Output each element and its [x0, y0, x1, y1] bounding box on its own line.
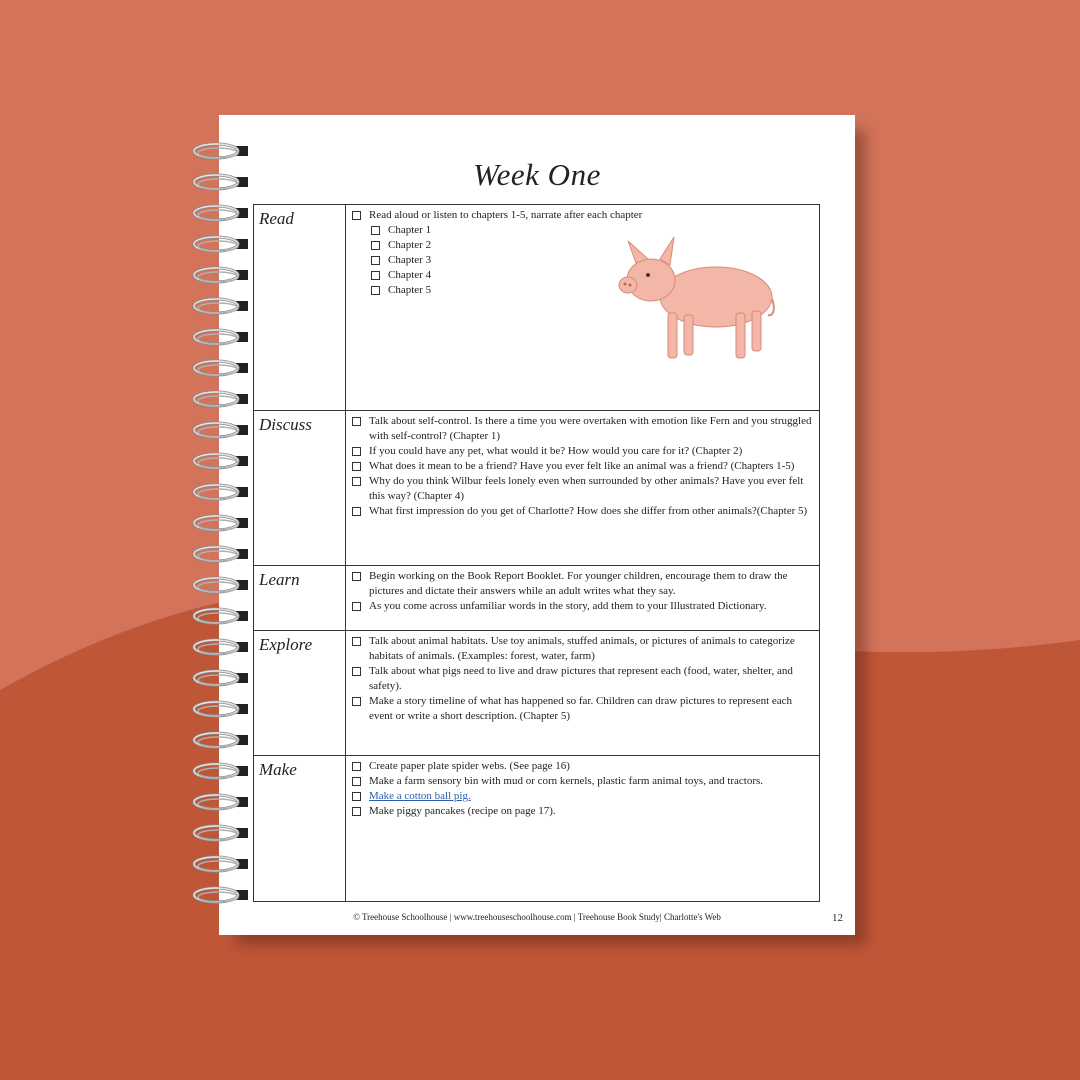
spiral-coil: [190, 698, 250, 720]
checkbox[interactable]: [352, 697, 361, 706]
row-explore: [254, 631, 820, 756]
checkbox[interactable]: [352, 602, 361, 611]
checkbox[interactable]: [352, 777, 361, 786]
label-learn: Learn: [254, 566, 346, 631]
spiral-coil: [190, 295, 250, 317]
chapter-item: Chapter 5: [369, 283, 815, 298]
discuss-item: If you could have any pet, what would it be? How would you care for it? (Chapter 2): [350, 444, 815, 459]
explore-item: Talk about animal habitats. Use toy animals, stuffed animals, or pictures of animals to categorize habitats of animals. (Examples: forest, water, farm): [350, 634, 815, 664]
checkbox[interactable]: [371, 256, 380, 265]
make-item: [350, 789, 815, 804]
spiral-coil: [190, 264, 250, 286]
spiral-coil: [190, 543, 250, 565]
checkbox[interactable]: [371, 226, 380, 235]
checkbox[interactable]: [352, 447, 361, 456]
chapter-item: Chapter 1: [369, 223, 815, 238]
row-discuss: [254, 411, 820, 566]
content-read: [346, 205, 820, 411]
content-make: [346, 756, 820, 902]
content-learn: [346, 566, 820, 631]
spiral-coil: [190, 202, 250, 224]
row-make: [254, 756, 820, 902]
explore-item: Make a story timeline of what has happened so far. Children can draw pictures to represent each event or write a short description. (Chapter 5): [350, 694, 815, 724]
content-discuss: [346, 411, 820, 566]
checkbox[interactable]: [352, 637, 361, 646]
spiral-coil: [190, 357, 250, 379]
page-title: Week One: [473, 157, 601, 192]
page-footer: © Treehouse Schoolhouse | www.treehouseschoolhouse.com | Treehouse Book Study| Charlotte's Web: [353, 912, 721, 922]
chapter-item: Chapter 4: [369, 268, 815, 283]
checkbox[interactable]: [352, 211, 361, 220]
row-read: [254, 205, 820, 411]
learn-item: Begin working on the Book Report Booklet. For younger children, encourage them to draw the pictures and dictate their answers while an adult writes what they say.: [350, 569, 815, 599]
content-explore: [346, 631, 820, 756]
pig-illustration: [616, 235, 781, 370]
spiral-coil: [190, 605, 250, 627]
chapter-item: Chapter 3: [369, 253, 815, 268]
spiral-coil: [190, 636, 250, 658]
explore-item: Talk about what pigs need to live and draw pictures that represent each (food, water, shelter, and safety).: [350, 664, 815, 694]
make-item: Make a farm sensory bin with mud or corn kernels, plastic farm animal toys, and tractors.: [350, 774, 815, 789]
chapter-item: Chapter 2: [369, 238, 815, 253]
spiral-coil: [190, 791, 250, 813]
spiral-coil: [190, 388, 250, 410]
spiral-coil: [190, 512, 250, 534]
checkbox[interactable]: [352, 572, 361, 581]
checkbox[interactable]: [352, 507, 361, 516]
spiral-coil: [190, 233, 250, 255]
label-read: Read: [254, 205, 346, 411]
spiral-coil: [190, 171, 250, 193]
label-make: Make: [254, 756, 346, 902]
spiral-coil: [190, 326, 250, 348]
discuss-item: What first impression do you get of Charlotte? How does she differ from other animals?(Chapter 5): [350, 504, 815, 519]
label-explore: Explore: [254, 631, 346, 756]
discuss-item: Talk about self-control. Is there a time you were overtaken with emotion like Fern and you struggled with self-control? (Chapter 1): [350, 414, 815, 444]
discuss-item: What does it mean to be a friend? Have you ever felt like an animal was a friend? (Chapters 1-5): [350, 459, 815, 474]
spiral-coil: [190, 884, 250, 906]
row-learn: [254, 566, 820, 631]
checkbox[interactable]: [352, 807, 361, 816]
page-number: 12: [832, 912, 843, 924]
checkbox[interactable]: [371, 241, 380, 250]
spiral-coil: [190, 481, 250, 503]
learn-item: As you come across unfamiliar words in the story, add them to your Illustrated Dictionary.: [350, 599, 815, 614]
checkbox[interactable]: [352, 477, 361, 486]
checkbox[interactable]: [352, 762, 361, 771]
spiral-coil: [190, 853, 250, 875]
cotton-ball-pig-link[interactable]: Make a cotton ball pig.: [369, 790, 471, 802]
spiral-binding: [190, 140, 254, 920]
checkbox[interactable]: [352, 462, 361, 471]
workbook-page: [219, 115, 855, 935]
spiral-coil: [190, 419, 250, 441]
label-discuss: Discuss: [254, 411, 346, 566]
make-item: Make piggy pancakes (recipe on page 17).: [350, 804, 815, 819]
spiral-coil: [190, 729, 250, 751]
discuss-item: Why do you think Wilbur feels lonely even when surrounded by other animals? Have you ever felt this way? (Chapter 4): [350, 474, 815, 504]
checkbox[interactable]: [371, 286, 380, 295]
read-item: Read aloud or listen to chapters 1-5, narrate after each chapter: [350, 208, 815, 223]
spiral-coil: [190, 140, 250, 162]
checkbox[interactable]: [371, 271, 380, 280]
checkbox[interactable]: [352, 792, 361, 801]
checkbox[interactable]: [352, 667, 361, 676]
make-item: Create paper plate spider webs. (See page 16): [350, 759, 815, 774]
spiral-coil: [190, 822, 250, 844]
spiral-coil: [190, 574, 250, 596]
spiral-coil: [190, 667, 250, 689]
activity-table: [253, 204, 820, 902]
checkbox[interactable]: [352, 417, 361, 426]
spiral-coil: [190, 450, 250, 472]
spiral-coil: [190, 760, 250, 782]
